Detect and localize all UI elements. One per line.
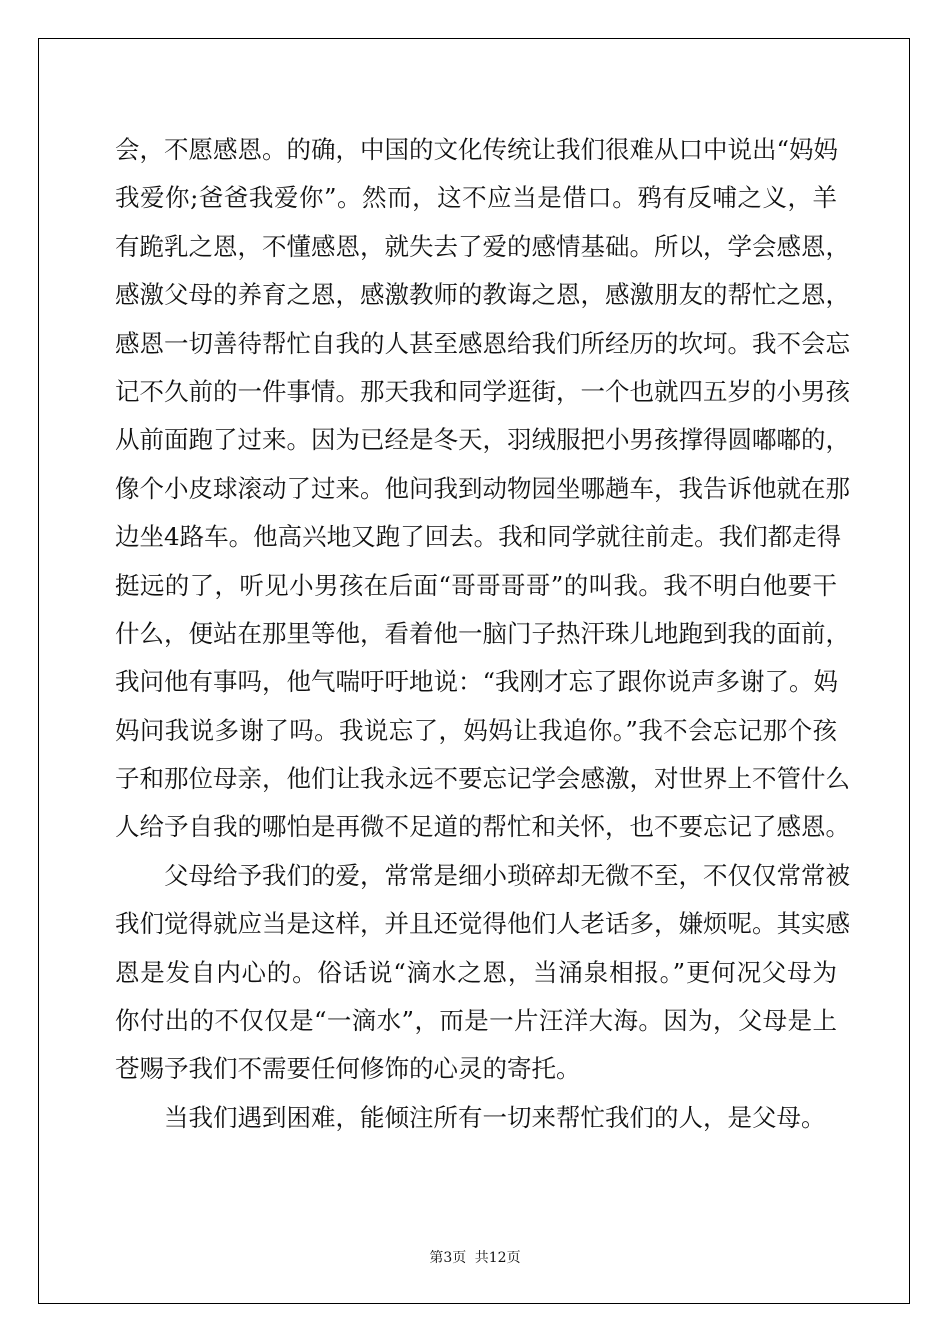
text-line: 有跪乳之恩，不懂感恩，就失去了爱的感情基础。所以，学会感恩，	[115, 231, 850, 261]
text-line: 感激父母的养育之恩，感激教师的教诲之恩，感激朋友的帮忙之恩，	[115, 280, 850, 310]
text-line: 感恩一切善待帮忙自我的人甚至感恩给我们所经历的坎坷。我不会忘	[115, 328, 850, 358]
paragraph-1	[115, 126, 850, 852]
page-number: 第3页	[429, 1250, 467, 1266]
text-line: 会，不愿感恩。的确，中国的文化传统让我们很难从口中说出“妈妈	[115, 135, 839, 164]
text-line: 我们觉得就应当是这样，并且还觉得他们人老话多，嫌烦呢。其实感	[115, 909, 850, 939]
text-line: 苍赐予我们不需要任何修饰的心灵的寄托。	[115, 1054, 581, 1084]
text-line: 记不久前的一件事情。那天我和同学逛街，一个也就四五岁的小男孩	[115, 376, 850, 406]
text-line: 子和那位母亲，他们让我永远不要忘记学会感激，对世界上不管什么	[115, 764, 850, 794]
text-line: 挺远的了，听见小男孩在后面“哥哥哥哥”的叫我。我不明白他要干	[115, 570, 837, 600]
text-line: 我问他有事吗，他气喘吁吁地说：“我刚才忘了跟你说声多谢了。妈	[115, 667, 839, 697]
paragraph-2	[115, 852, 850, 1094]
text-line: 当我们遇到困难，能倾注所有一切来帮忙我们的人，是父母。	[164, 1102, 826, 1132]
text-line: 边坐4路车。他高兴地又跑了回去。我和同学就往前走。我们都走得	[115, 522, 842, 552]
page-footer	[0, 1247, 950, 1267]
text-line: 父母给予我们的爱，常常是细小琐碎却无微不至，不仅仅常常被	[164, 860, 850, 890]
paragraph-3	[115, 1094, 837, 1142]
text-line: 从前面跑了过来。因为已经是冬天，羽绒服把小男孩撑得圆嘟嘟的，	[115, 425, 850, 455]
text-line: 恩是发自内心的。俗话说“滴水之恩，当涌泉相报。”更何况父母为	[115, 957, 837, 987]
text-line: 人给予自我的哪怕是再微不足道的帮忙和关怀，也不要忘记了感恩。	[115, 812, 850, 842]
text-line: 我爱你;爸爸我爱你”。然而，这不应当是借口。鸦有反哺之义，羊	[115, 183, 837, 213]
text-line: 你付出的不仅仅是“一滴水”，而是一片汪洋大海。因为，父母是上	[115, 1006, 837, 1036]
total-pages: 共12页	[474, 1250, 521, 1266]
document-body	[115, 126, 850, 1142]
text-line: 像个小皮球滚动了过来。他问我到动物园坐哪趟车，我告诉他就在那	[115, 473, 850, 503]
text-line: 妈问我说多谢了吗。我说忘了，妈妈让我追你。”我不会忘记那个孩	[115, 715, 837, 745]
text-line: 什么，便站在那里等他，看着他一脑门子热汗珠儿地跑到我的面前，	[115, 618, 850, 648]
